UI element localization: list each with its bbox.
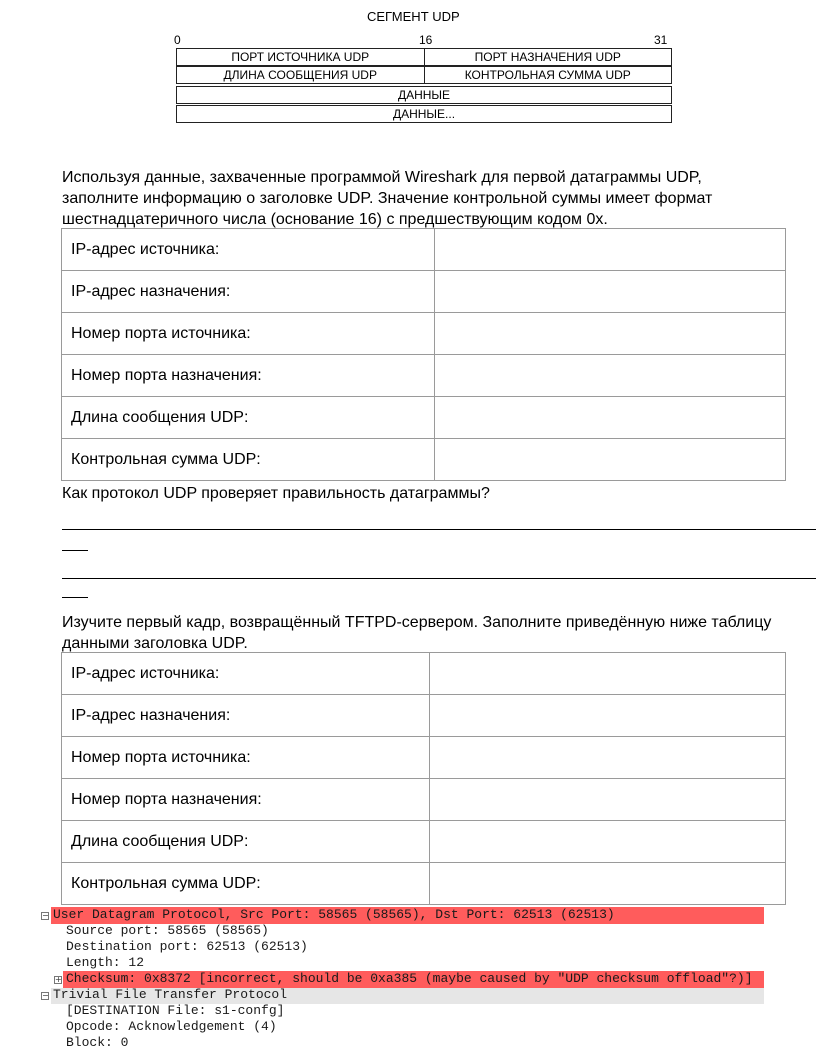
table-row xyxy=(62,863,786,905)
udp-source-port-line[interactable]: Source port: 58565 (58565) xyxy=(66,923,269,938)
diagram-title: СЕГМЕНТ UDP xyxy=(367,9,460,24)
bit-label-31: 31 xyxy=(654,33,668,47)
tftp-destination-file-line[interactable]: [DESTINATION File: s1-confg] xyxy=(66,1003,285,1018)
answer-line-2-continuation xyxy=(62,597,88,598)
answer-line-2[interactable] xyxy=(62,578,816,579)
udp-tree-header[interactable]: User Datagram Protocol, Src Port: 58565 (58565), Dst Port: 62513 (62513) xyxy=(53,907,615,922)
answer-cell[interactable] xyxy=(430,863,786,905)
table-row xyxy=(62,821,786,863)
answer-cell[interactable] xyxy=(430,779,786,821)
row-label: IP-адрес назначения: xyxy=(62,271,435,313)
answer-cell[interactable] xyxy=(435,355,786,397)
tftp-opcode-line[interactable]: Opcode: Acknowledgement (4) xyxy=(66,1019,277,1034)
answer-cell[interactable] xyxy=(430,653,786,695)
bit-label-0: 0 xyxy=(174,33,181,47)
row-label: IP-адрес назначения: xyxy=(62,695,430,737)
expand-checksum-icon[interactable]: + xyxy=(55,975,62,984)
table-row xyxy=(62,271,786,313)
tftp-tree-header[interactable]: Trivial File Transfer Protocol xyxy=(53,987,288,1002)
table-row xyxy=(62,695,786,737)
udp-header-table-2 xyxy=(61,652,786,905)
instructions-tftpd-frame: Изучите первый кадр, возвращённый TFTPD-сервером. Заполните приведённую ниже таблицу данными заголовка UDP. xyxy=(62,614,772,652)
bit-label-16: 16 xyxy=(419,33,433,47)
segment-row-data-more xyxy=(176,105,672,123)
segment-data: ДАННЫЕ xyxy=(397,88,451,102)
table-row xyxy=(62,313,786,355)
table-row xyxy=(62,229,786,271)
answer-cell[interactable] xyxy=(430,737,786,779)
row-label: Контрольная сумма UDP: xyxy=(62,863,430,905)
collapse-tftp-icon[interactable]: − xyxy=(42,991,49,1000)
answer-cell[interactable] xyxy=(430,695,786,737)
table-row xyxy=(62,653,786,695)
segment-row-data xyxy=(176,86,672,104)
udp-checksum-line[interactable]: Checksum: 0x8372 [incorrect, should be 0xa385 (maybe caused by "UDP checksum offload"?)] xyxy=(66,971,753,986)
row-label: Контрольная сумма UDP: xyxy=(62,439,435,481)
table-row xyxy=(62,397,786,439)
segment-destination-port: ПОРТ НАЗНАЧЕНИЯ UDP xyxy=(424,49,672,65)
segment-source-port: ПОРТ ИСТОЧНИКА UDP xyxy=(231,50,370,64)
segment-checksum: КОНТРОЛЬНАЯ СУММА UDP xyxy=(424,67,672,83)
question-udp-verification: Как протокол UDP проверяет правильность датаграммы? xyxy=(62,485,490,502)
tftp-block-line[interactable]: Block: 0 xyxy=(66,1035,129,1050)
row-label: Длина сообщения UDP: xyxy=(62,821,430,863)
row-label: Номер порта назначения: xyxy=(62,779,430,821)
segment-row-ports xyxy=(176,48,672,66)
segment-row-length-checksum xyxy=(176,66,672,84)
row-label: Номер порта источника: xyxy=(62,313,435,355)
answer-cell[interactable] xyxy=(435,397,786,439)
answer-cell[interactable] xyxy=(435,439,786,481)
row-label: IP-адрес источника: xyxy=(62,229,435,271)
table-row xyxy=(62,355,786,397)
udp-destination-port-line[interactable]: Destination port: 62513 (62513) xyxy=(66,939,308,954)
answer-cell[interactable] xyxy=(435,229,786,271)
instructions-first-datagram: Используя данные, захваченные программой Wireshark для первой датаграммы UDP, заполните информацию о заголовке UDP. Значение контрольной суммы имеет формат шестнадцатеричного числа (основание 16) с предшествующим кодом 0x. xyxy=(62,169,713,228)
row-label: Длина сообщения UDP: xyxy=(62,397,435,439)
table-row xyxy=(62,737,786,779)
segment-length: ДЛИНА СООБЩЕНИЯ UDP xyxy=(223,68,377,82)
answer-cell[interactable] xyxy=(435,271,786,313)
udp-length-line[interactable]: Length: 12 xyxy=(66,955,145,970)
answer-line-1-continuation xyxy=(62,550,88,551)
collapse-udp-icon[interactable]: − xyxy=(42,911,49,920)
answer-line-1[interactable] xyxy=(62,529,816,530)
answer-cell[interactable] xyxy=(430,821,786,863)
udp-header-table-1 xyxy=(61,228,786,481)
segment-data-more: ДАННЫЕ... xyxy=(392,107,456,121)
table-row xyxy=(62,779,786,821)
table-row xyxy=(62,439,786,481)
row-label: Номер порта источника: xyxy=(62,737,430,779)
answer-cell[interactable] xyxy=(435,313,786,355)
row-label: IP-адрес источника: xyxy=(62,653,430,695)
row-label: Номер порта назначения: xyxy=(62,355,435,397)
